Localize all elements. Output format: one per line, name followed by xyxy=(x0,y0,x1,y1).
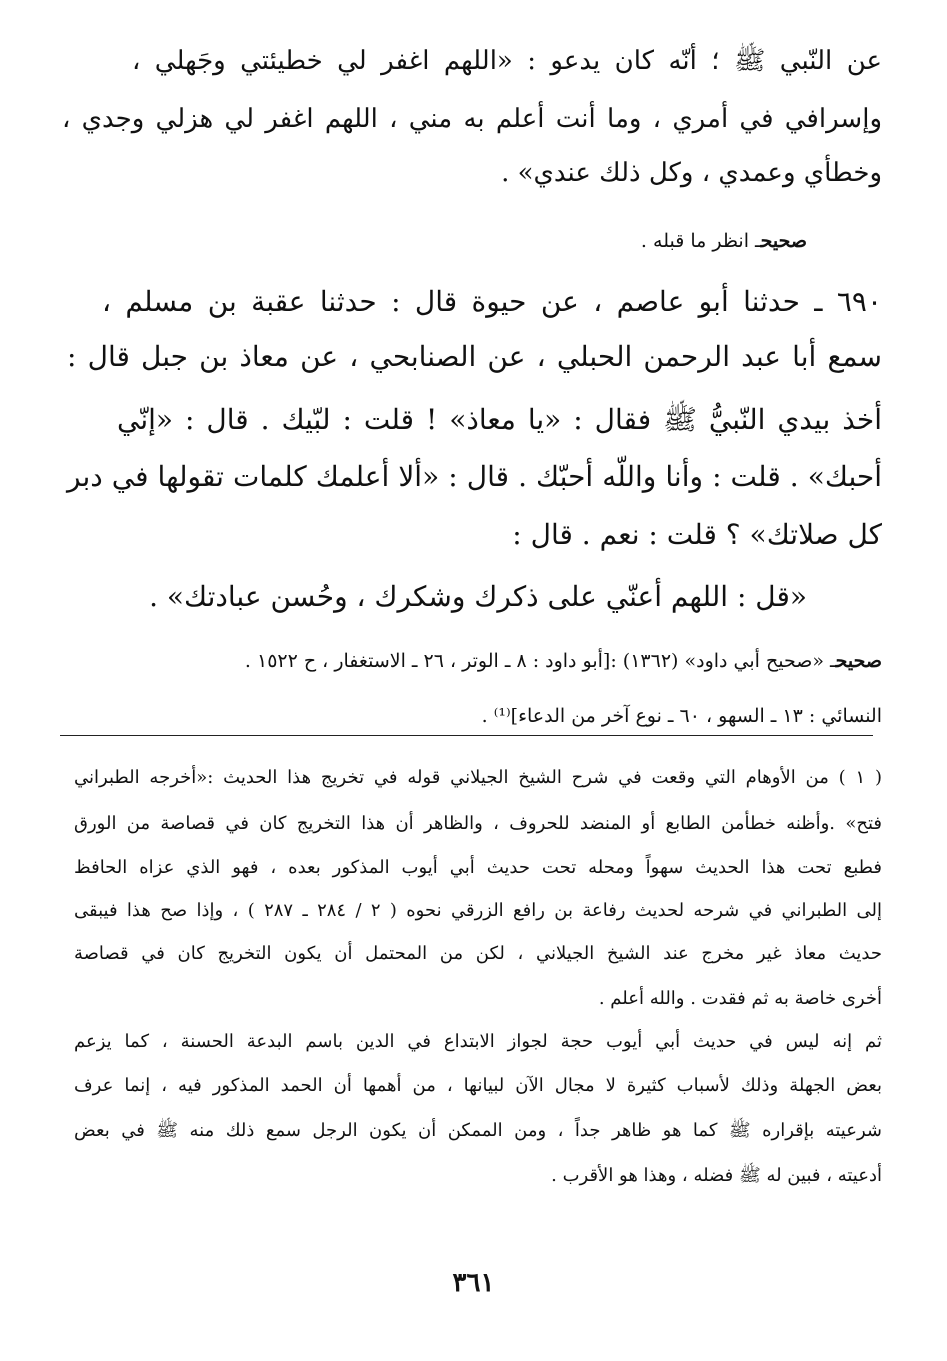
grade-source: ـ «صحيح أبي داود» (١٣٦٢) :[أبو داود : ٨ ـ الوتر ، ٢٦ ـ الاستغفار ، ح ١٥٢٢ . xyxy=(244,650,836,672)
footnote-line-10: أدعيته ، فبين له ﷺ فضله ، وهذا هو الأقرب . xyxy=(551,1165,882,1186)
hadith-690-isnad-line-2: سمع أبا عبد الرحمن الحبلي ، عن الصنابحي ، عن معاذ بن جبل قال : xyxy=(67,340,882,373)
hadith-690-matn-line-3: كل صلاتك» ؟ قلت : نعم . قال : xyxy=(512,518,882,551)
hadith-690-grade-line-1 xyxy=(245,650,882,673)
footnote-line-5: حديث معاذ غير مخرج عند الشيخ الجيلاني ، لكن من المحتمل أن يكون التخريج كان في قصاصة xyxy=(74,943,882,964)
prev-hadith-line-1: عن النّبي ﷺ ؛ أنّه كان يدعو : «اللهم اغفر لي خطيئتي وجَهلي ، xyxy=(132,46,882,76)
page-number: ٣٦١ xyxy=(452,1268,495,1298)
hadith-690-matn-line-1: أخذ بيدي النّبيُّ ﷺ فقال : «يا معاذ» ! قلت : لبّيك . قال : «إنّي xyxy=(117,403,882,436)
hadith-690-grade-line-2: النسائي : ١٣ ـ السهو ، ٦٠ ـ نوع آخر من الدعاء]⁽¹⁾ . xyxy=(481,705,882,727)
prev-hadith-line-3: وخطأي وعمدي ، وكل ذلك عندي» . xyxy=(501,158,882,188)
hadith-690-isnad-line-1: ٦٩٠ ـ حدثنا أبو عاصم ، عن حيوة قال : حدثنا عقبة بن مسلم ، xyxy=(102,285,882,318)
grade-label: صحيح xyxy=(835,650,882,672)
footnote-line-7: ثم إنه ليس في حديث أبي أيوب حجة لجواز الابتداع في الدين باسم البدعة الحسنة ، كما يزعم xyxy=(74,1031,882,1052)
footnote-line-3: فطبع تحت هذا الحديث سهواً ومحله تحت حديث أبي أيوب المذكور بعده ، فهو الذي عزاه الحافظ xyxy=(74,857,882,878)
footnote-line-4: إلى الطبراني في شرحه لحديث رفاعة بن رافع الزرقي نحوه ( ٢ / ٢٨٤ ـ ٢٨٧ ) ، وإذا صح هذا فيبقى xyxy=(74,900,882,921)
hadith-690-matn-line-2: أحبك» . قلت : وأنا واللّه أحبّك . قال : «ألا أعلمك كلمات تقولها في دبر xyxy=(67,460,882,493)
footnote-line-2: فتح» .وأظنه خطأمن الطابع أو المنضد للحروف ، والظاهر أن هذا التخريج كان في قصاصة من الورق xyxy=(74,813,882,834)
footnote-line-6: أخرى خاصة به ثم فقدت . والله أعلم . xyxy=(598,988,882,1009)
footnote-separator xyxy=(60,735,873,736)
prev-hadith-grade xyxy=(641,230,807,253)
hadith-690-matn-line-4: «قل : اللهم أعنّي على ذكرك وشكرك ، وحُسن عبادتك» . xyxy=(149,580,807,613)
footnote-line-8: بعض الجهلة وذلك لأسباب كثيرة لا مجال الآن لبيانها ، من أهمها أن الحمد المذكور فيه ، إنما عرف xyxy=(74,1075,882,1096)
footnote-line-9: شرعيته بإقراره ﷺ كما هو ظاهر جداً ، ومن الممكن أن يكون الرجل سمع ذلك منه ﷺ في بعض xyxy=(74,1120,882,1141)
grade-label: صحيح xyxy=(760,230,807,252)
grade-text: ـ انظر ما قبله . xyxy=(640,230,761,252)
footnote-line-1: ( ١ ) من الأوهام التي وقعت في شرح الشيخ الجيلاني قوله في تخريج هذا الحديث :«أخرجه الطبراني xyxy=(74,767,882,788)
prev-hadith-line-2: وإسرافي في أمري ، وما أنت أعلم به مني ، اللهم اغفر لي هزلي وجدي ، xyxy=(62,104,882,134)
